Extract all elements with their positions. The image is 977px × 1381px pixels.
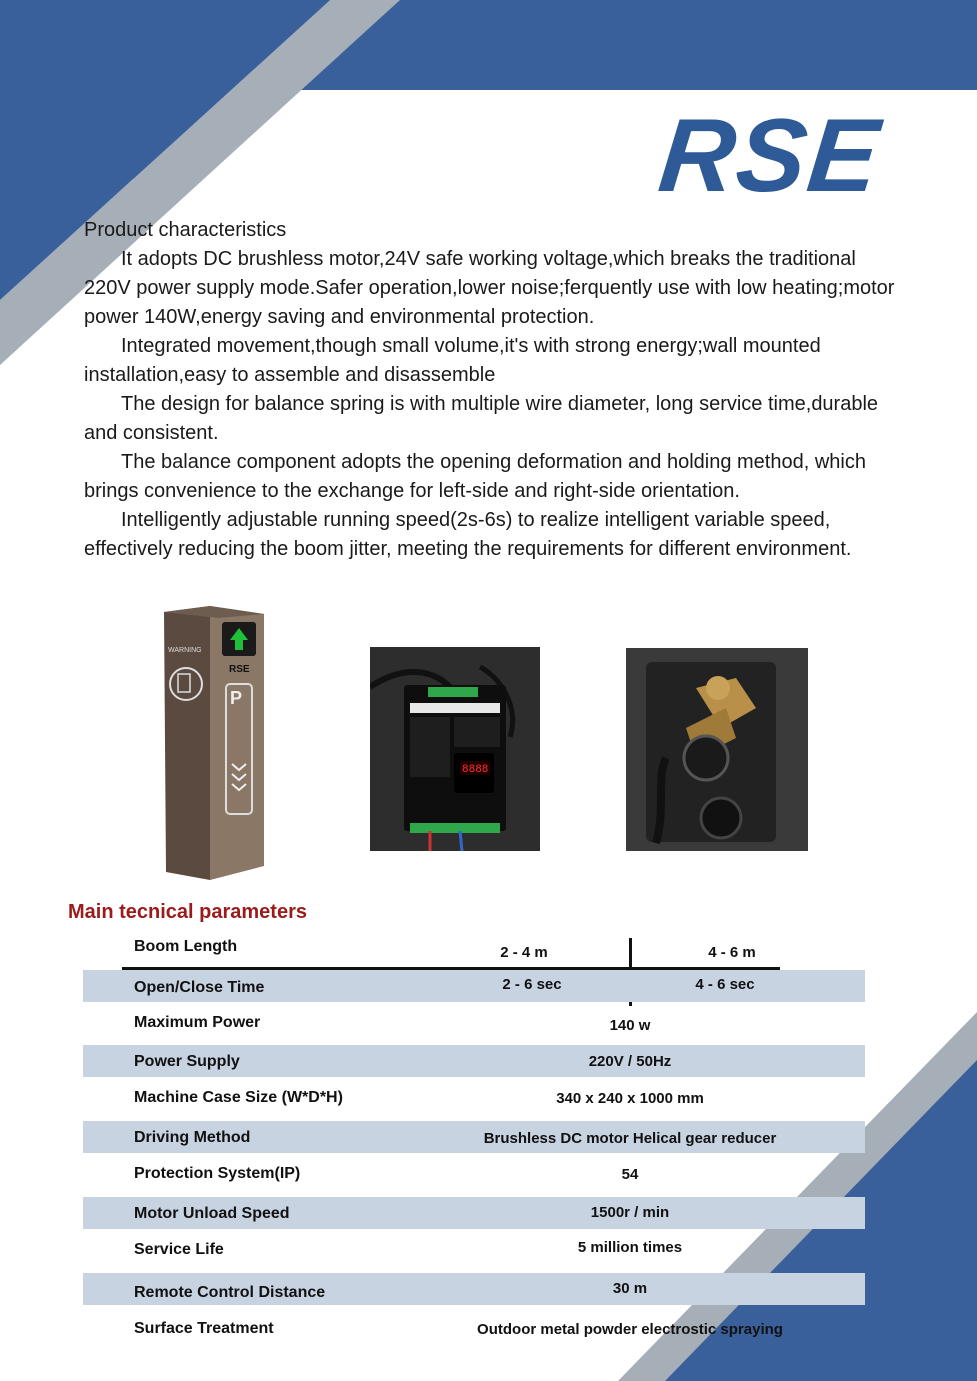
param-value: 30 m xyxy=(612,1280,648,1297)
warning-label: WARNING xyxy=(168,647,202,654)
param-value: 4 - 6 m xyxy=(708,944,756,961)
characteristic-paragraph: It adopts DC brushless motor,24V safe working voltage,which breaks the traditional 220V power supply mode.Safer operation,lower noise;ferquently use with low heating;motor power 140W,energy saving and environmental protection. xyxy=(84,248,895,328)
parking-sign: P xyxy=(230,688,243,708)
cabinet-logo: RSE xyxy=(229,664,250,675)
param-label: Service Life xyxy=(134,1241,224,1258)
product-characteristics xyxy=(84,216,904,564)
controller-display: 8888 xyxy=(462,764,489,776)
param-value: 340 x 240 x 1000 mm xyxy=(556,1090,704,1107)
param-value: Brushless DC motor Helical gear reducer xyxy=(483,1130,777,1147)
param-value: Outdoor metal powder electrostic spraying xyxy=(477,1321,783,1338)
param-label: Boom Length xyxy=(134,938,238,955)
param-label: Machine Case Size (W*D*H) xyxy=(134,1089,343,1106)
barrier-cabinet-photo xyxy=(160,604,270,882)
param-label: Open/Close Time xyxy=(134,979,265,996)
param-label: Protection System(IP) xyxy=(134,1165,301,1182)
param-label: Maximum Power xyxy=(134,1014,261,1031)
param-value: 1500r / min xyxy=(590,1204,670,1221)
param-label: Motor Unload Speed xyxy=(134,1205,290,1222)
characteristic-paragraph: The design for balance spring is with multiple wire diameter, long service time,durable and consistent. xyxy=(84,393,879,444)
gear-mechanism-photo xyxy=(626,648,808,851)
characteristic-paragraph: Integrated movement,though small volume,it's with strong energy;wall mounted installation,easy to assemble and disassemble xyxy=(84,335,821,386)
param-value: 2 - 4 m xyxy=(500,944,548,961)
param-value: 4 - 6 sec xyxy=(695,976,755,993)
param-label: Driving Method xyxy=(134,1129,251,1146)
brand-logo: RSE xyxy=(653,98,886,214)
param-label: Remote Control Distance xyxy=(134,1284,326,1301)
param-value: 5 million times xyxy=(577,1239,683,1256)
characteristic-paragraph: The balance component adopts the opening deformation and holding method, which brings convenience to the exchange for left-side and right-side orientation. xyxy=(84,451,866,502)
param-label: Surface Treatment xyxy=(134,1320,274,1337)
characteristics-heading: Product characteristics xyxy=(84,219,287,241)
param-value: 140 w xyxy=(609,1017,651,1034)
param-label: Power Supply xyxy=(134,1053,240,1070)
characteristic-paragraph: Intelligently adjustable running speed(2s-6s) to realize intelligent variable speed, effectively reducing the boom jitter, meeting the requirements for different environment. xyxy=(84,509,852,560)
param-value: 2 - 6 sec xyxy=(502,976,562,993)
param-value: 54 xyxy=(621,1166,639,1183)
params-title: Main tecnical parameters xyxy=(68,901,307,923)
controller-photo xyxy=(370,647,540,851)
param-value: 220V / 50Hz xyxy=(588,1053,672,1070)
